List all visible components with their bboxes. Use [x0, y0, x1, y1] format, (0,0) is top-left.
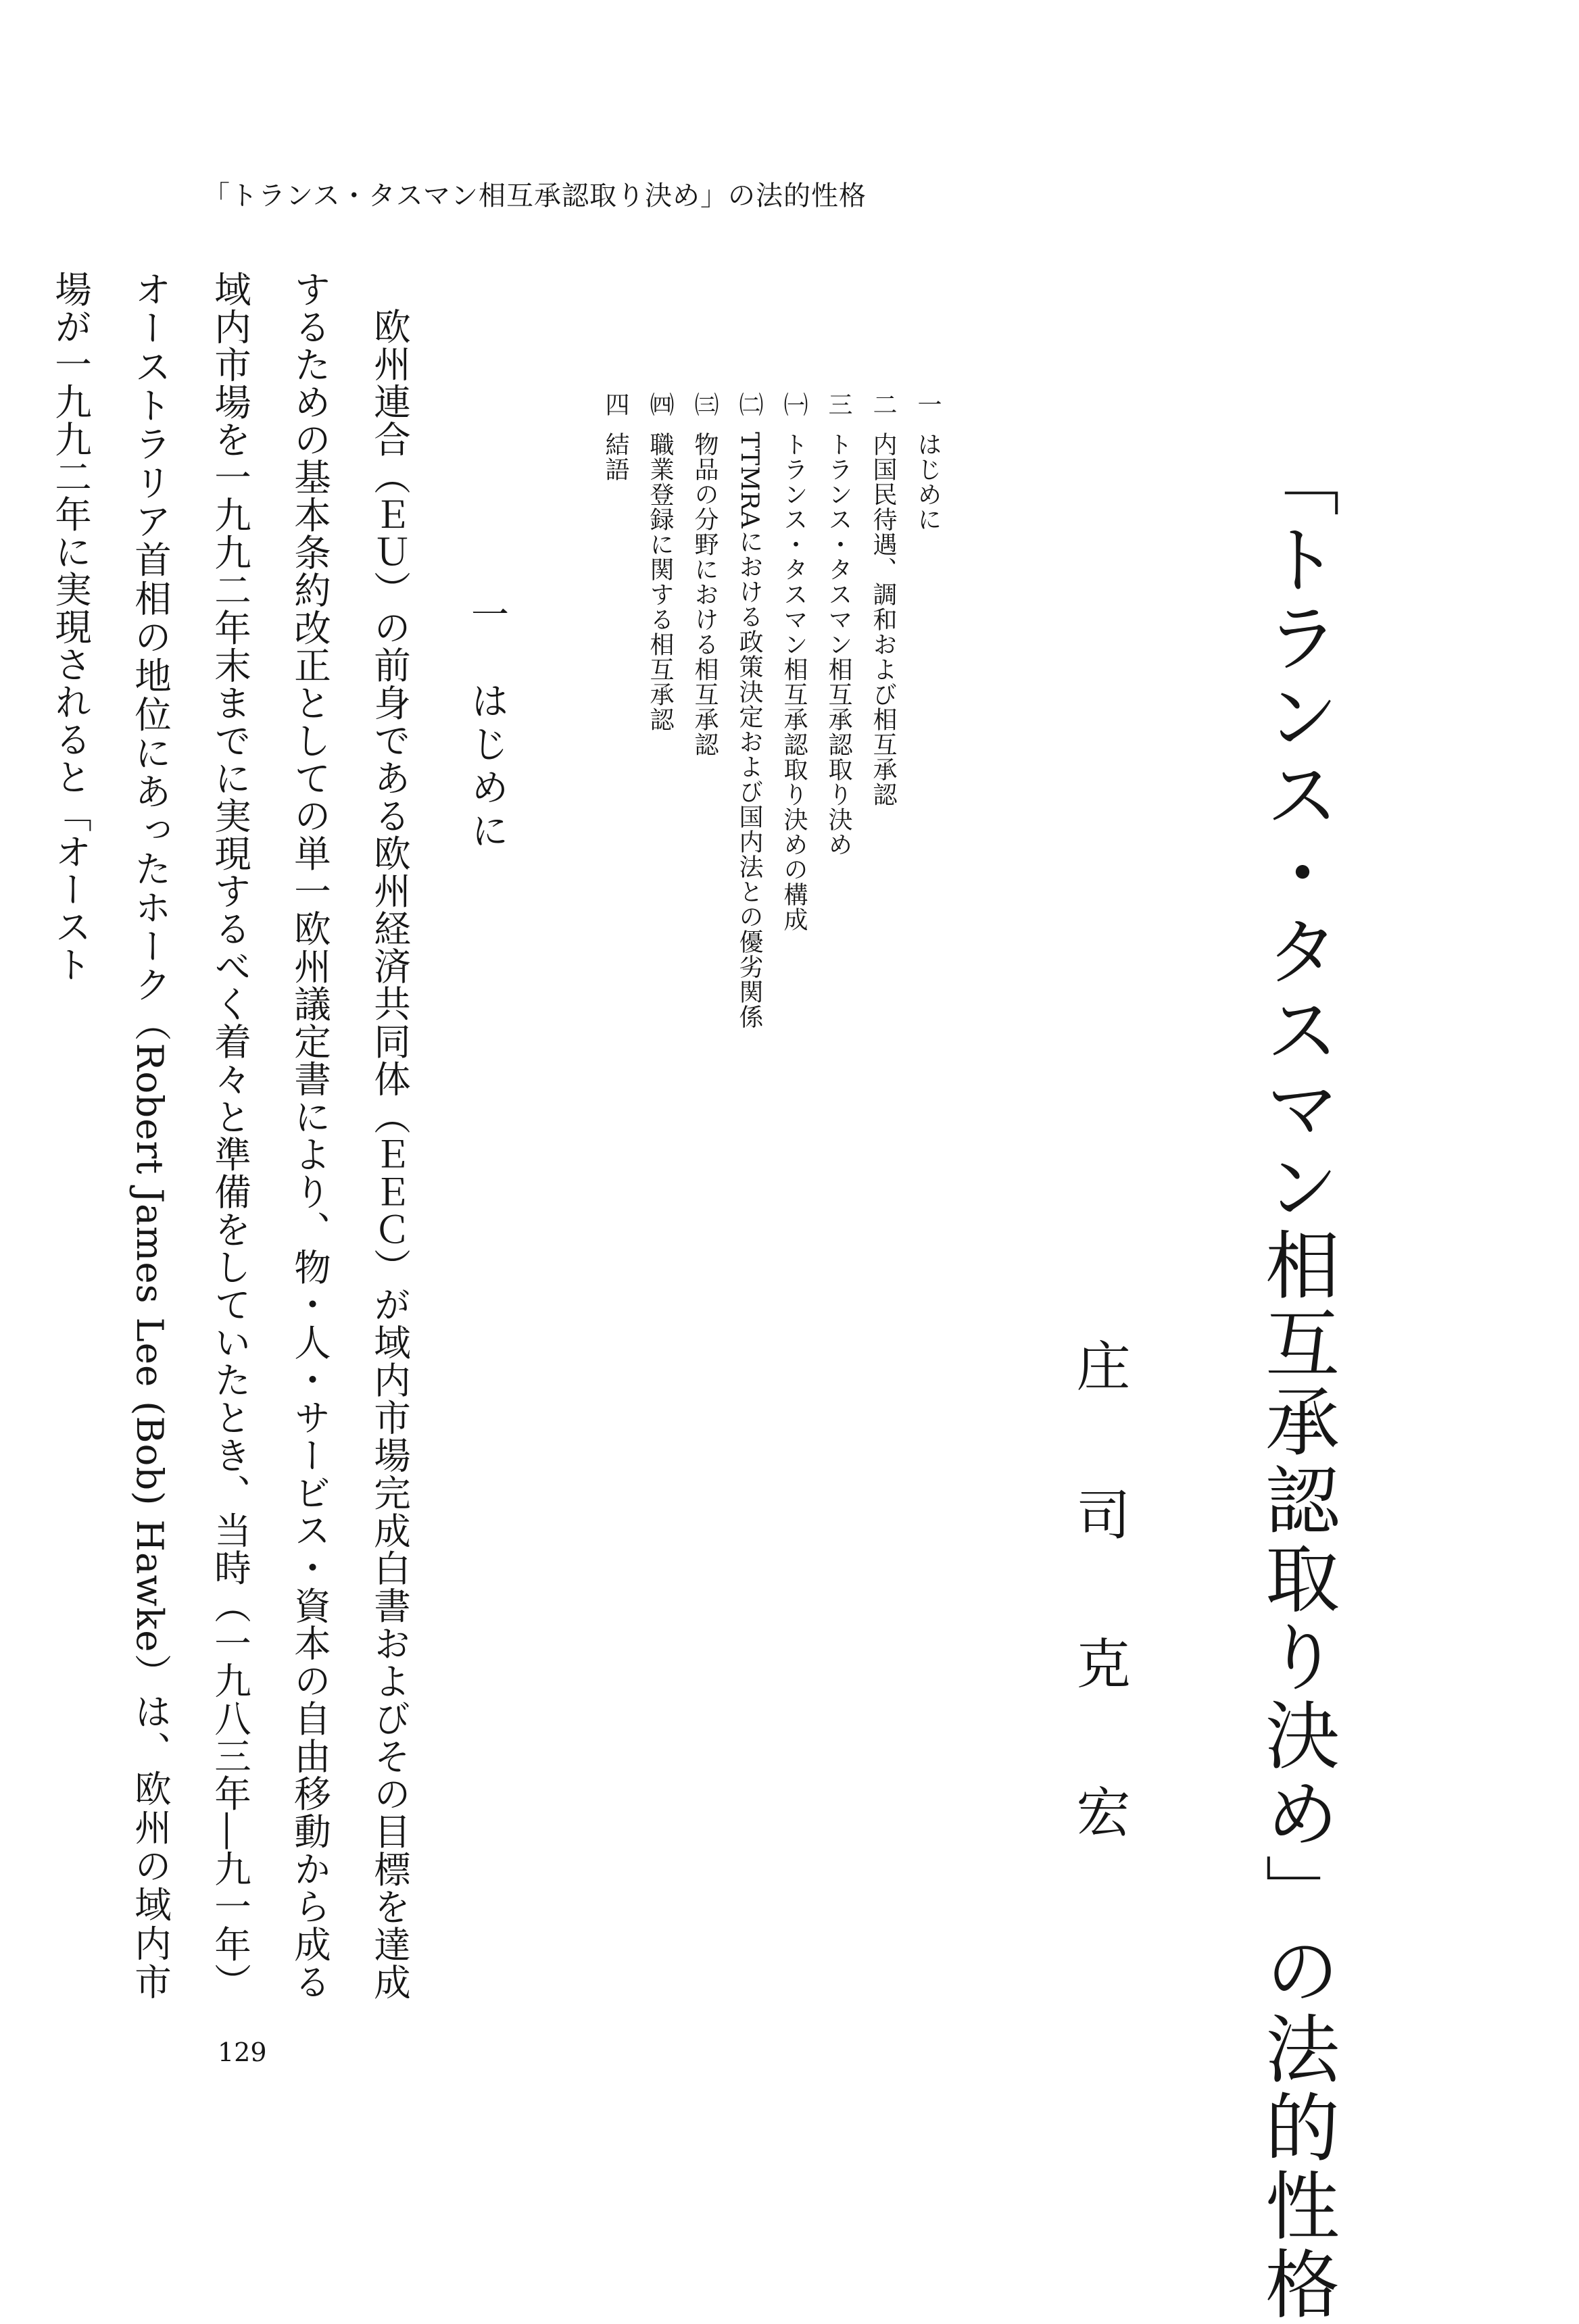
toc-item-label: 結語 — [602, 432, 629, 482]
toc-item-label: 職業登録に関する相互承認 — [646, 432, 674, 732]
toc-item-number: ㈣ — [646, 392, 674, 417]
author-name: 庄司克宏 — [1067, 1338, 1130, 1933]
toc-item-label: トランス・タスマン相互承認取り決め — [825, 432, 852, 857]
toc-item-number: 二 — [869, 392, 897, 417]
toc-item-label: 物品の分野における相互承認 — [691, 432, 719, 757]
toc-item — [727, 392, 771, 1203]
toc-item — [816, 392, 860, 1203]
toc-item-label: TTMRAにおける政策決定および国内法との優劣関係 — [735, 432, 763, 1029]
toc-item — [593, 392, 637, 1203]
toc-item-label: はじめに — [914, 432, 942, 532]
toc-item — [860, 392, 905, 1203]
section-heading: 一 はじめに — [465, 595, 509, 854]
toc-item-label: トランス・タスマン相互承認取り決めの構成 — [780, 432, 808, 932]
running-head: 「トランス・タスマン相互承認取り決め」の法的性格 — [203, 180, 867, 212]
toc-item-number: ㈢ — [691, 392, 719, 417]
article-title: 「トランス・タスマン相互承認取り決め」の法的性格 — [1253, 443, 1340, 2324]
toc-item — [637, 392, 682, 1203]
page-number: 129 — [218, 2037, 267, 2067]
toc-item — [905, 392, 950, 1203]
toc-item — [771, 392, 816, 1203]
toc-item-number: ㈡ — [735, 392, 763, 417]
toc-item-number: ㈠ — [780, 392, 808, 417]
toc-item-number: 三 — [825, 392, 852, 417]
toc-item-number: 四 — [602, 392, 629, 417]
toc-item-number: 一 — [914, 392, 942, 417]
toc-item-label: 内国民待遇、調和および相互承認 — [869, 432, 897, 807]
body-text: 欧州連合（ＥＵ）の前身である欧州経済共同体（ＥＥＣ）が域内市場完成白書およびその目標を達成するための基本条約改正としての単一欧州議定書により、物・人・サービス・資本の自由移動から成る域内市場を一九九二年末までに実現するべく着々と準備をしていたとき、当時（一九八三年―九一年）オーストラリア首相の地位にあったホーク（Robert James Lee (Bob) Hawke）は、欧州の域内市場が一九九二年に実現されると「オースト — [49, 270, 411, 2000]
toc-item — [682, 392, 727, 1203]
table-of-contents — [602, 392, 950, 1203]
